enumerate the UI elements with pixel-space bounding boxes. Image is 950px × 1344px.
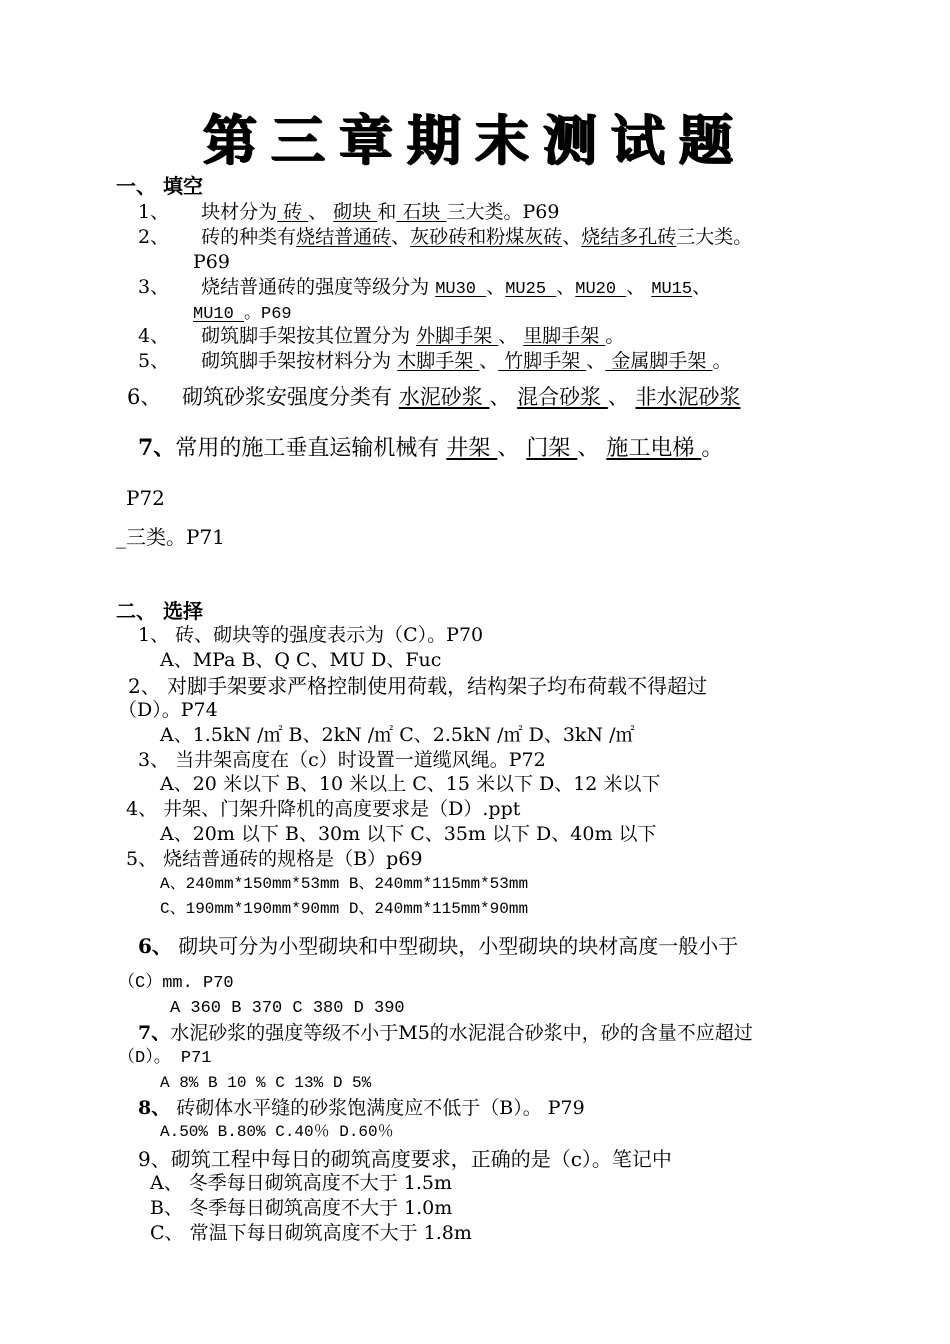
answer: 砖 [277,201,309,223]
fill-question-1 [138,203,559,222]
q-text: 烧结普通砖的强度等级分为 [201,276,436,298]
choice-question-5: 5、 烧结普通砖的规格是（B）p69 [126,848,423,870]
choice-question-4: 4、 井架、门架升降机的高度要求是（D）.ppt [126,798,521,820]
answer: 水泥砂浆 [398,385,490,409]
q-num: 8、 [138,1097,171,1119]
choice-question-9: 9、砌筑工程中每日的砌筑高度要求，正确的是（c）。笔记中 [138,1147,672,1171]
answer: 烧结多孔砖 [581,226,677,248]
answer: MU15 [651,280,693,299]
q-text: 块材分为 [201,201,278,223]
choice-option-9a: A、 冬季每日砌筑高度不大于 1.5m [150,1172,453,1194]
q-text: 水泥砂浆的强度等级不小于M5的水泥混合砂浆中，砂的含量不应超过 [170,1022,753,1044]
choice-question-6-cont: （C）mm. P70 [118,974,234,993]
answer: 混合砂浆 [517,385,608,409]
choice-options-1: A、MPa B、Q C、MU D、Fuc [160,649,442,671]
separator: 、 [486,276,506,298]
choice-question-2-cont: （D）。P74 [118,699,218,721]
q-num: 3、 [138,276,170,298]
separator: 、 [308,201,334,223]
fill-question-2-cont: P69 [193,251,230,273]
choice-options-5b: C、190mm*190mm*90mm D、240mm*115mm*90mm [160,900,529,918]
choice-options-7: A 8% B 10 % C 13% D 5% [160,1074,372,1092]
answer: 外脚手架 [416,325,499,347]
answer: 木脚手架 [397,350,480,372]
fill-question-3-cont [193,303,292,323]
answer: 门架 [526,436,578,461]
choice-options-6: A 360 B 370 C 380 D 390 [170,999,405,1018]
fill-question-4 [138,327,624,346]
separator: 、 [391,226,411,248]
q-num: 4、 [138,325,170,347]
answer: 灰砂砖和粉煤灰砖 [410,226,563,248]
choice-options-8: A.50% B.80% C.40％ D.60％ [160,1123,394,1141]
choice-question-8 [138,1099,585,1118]
q-num: 6、 [138,934,172,958]
choice-options-4: A、20m 以下 B、30m 以下 C、35m 以下 D、40m 以下 [160,823,657,845]
separator: 、 [562,226,582,248]
choice-question-7 [138,1024,753,1043]
q-num: 7、 [138,435,176,461]
q-num: 2、 [138,226,170,248]
separator: 、 [586,350,606,372]
fill-question-6 [127,387,741,408]
fill-question-2 [138,228,752,247]
fill-question-5 [138,352,731,371]
answer: 竹脚手架 [498,350,587,372]
q-text: 砖的种类有 [201,226,297,248]
q-text: 。 [701,436,724,461]
section-heading-choice: 二、 选择 [116,599,203,623]
q-text: 、 [692,276,712,298]
q-num: 5、 [138,350,170,372]
choice-options-5a: A、240mm*150mm*53mm B、240mm*115mm*53mm [160,875,529,893]
separator: 、 [607,385,636,409]
page-title: 第三章期末测试题 [203,109,747,172]
q-text: 砌块可分为小型砌块和中型砌块，小型砌块的块材高度一般小于 [171,934,739,958]
q-text: 。 [712,350,732,372]
answer: 非水泥砂浆 [635,385,741,409]
separator: 、 [556,276,576,298]
separator: 、 [577,436,607,461]
separator: 、 [479,350,499,372]
separator: 、 [489,385,518,409]
q-text: 砖砌体水平缝的砂浆饱满度应不低于（B）。 P79 [170,1097,585,1119]
choice-question-1: 1、 砖、砌块等的强度表示为（C）。P70 [138,624,484,646]
q-num: 6、 [127,385,162,409]
choice-options-2: A、1.5kN /㎡ B、2kN /㎡ C、2.5kN /㎡ D、3kN /㎡ [160,724,635,746]
three-class-note: _三类。P71 [116,525,225,549]
separator: 、 [497,436,527,461]
choice-question-7-cont: （D）。 P71 [118,1049,212,1068]
q-text: 砌筑脚手架按材料分为 [201,350,398,372]
fill-question-3 [138,278,711,298]
q-text: 常用的施工垂直运输机械有 [175,436,447,461]
answer: MU10 [193,305,245,324]
choice-options-3: A、20 米以下 B、10 米以上 C、15 米以下 D、12 米以下 [160,773,661,795]
separator: 、 [626,276,652,298]
choice-question-2: 2、 对脚手架要求严格控制使用荷载，结构架子均布荷载不得超过 [128,674,708,698]
choice-option-9c: C、 常温下每日砌筑高度不大于 1.8m [150,1222,472,1244]
answer: 井架 [446,436,498,461]
answer: 烧结普通砖 [296,226,392,248]
separator: 和 [377,201,397,223]
choice-question-3: 3、 当井架高度在（c）时设置一道缆风绳。P72 [138,749,546,771]
q-text: 三大类。P69 [446,201,560,223]
answer: 金属脚手架 [605,350,713,372]
answer: 砌块 [333,201,378,223]
q-text: 砌筑砂浆安强度分类有 [182,385,399,409]
separator: 、 [498,325,524,347]
answer: MU20 [575,280,627,299]
answer: MU25 [505,280,557,299]
answer: 里脚手架 [523,325,606,347]
q-text: 。 [605,325,625,347]
q-text: 。P69 [244,305,292,324]
section-heading-fill-blank: 一、 填空 [116,174,203,198]
q-num: 7、 [138,1022,171,1044]
answer: MU30 [435,280,487,299]
q-text: 三大类。 [676,226,753,248]
choice-question-6 [138,936,738,956]
page-ref-p72: P72 [126,486,165,510]
choice-option-9b: B、 冬季每日砌筑高度不大于 1.0m [150,1197,453,1219]
answer: 施工电梯 [606,436,702,461]
q-text: 砌筑脚手架按其位置分为 [201,325,417,347]
q-num: 1、 [138,201,170,223]
answer: 石块 [396,201,447,223]
fill-question-7 [138,437,723,460]
